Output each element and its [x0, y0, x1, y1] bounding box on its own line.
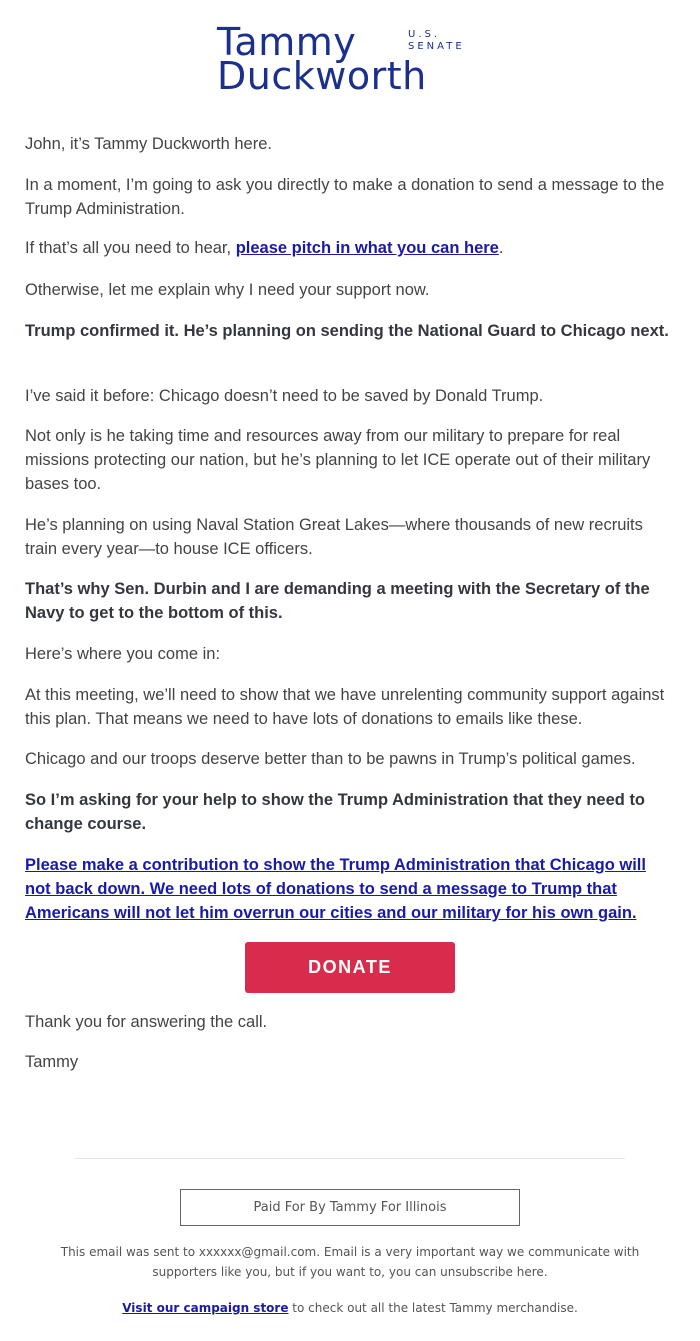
footer-store	[50, 1298, 650, 1318]
paragraph-durbin-meeting: That’s why Sen. Durbin and I are demanding a meeting with the Secretary of the Navy to get to the bottom of this.	[25, 580, 650, 622]
logo-first-name: Tammy	[217, 20, 357, 64]
logo-us: U.S.	[408, 29, 441, 40]
paragraph-community-support: At this meeting, we’ll need to show that we have unrelenting community support against this plan. That means we need to have lots of donations to emails like these.	[25, 686, 665, 728]
tammy-duckworth-logo	[0, 18, 700, 98]
paragraph-said-before: I’ve said it before: Chicago doesn’t need to be saved by Donald Trump.	[25, 387, 544, 405]
paragraph-thank-you: Thank you for answering the call.	[25, 1013, 268, 1031]
donate-button[interactable]: DONATE	[245, 942, 455, 993]
signature: Tammy	[25, 1053, 79, 1071]
campaign-store-link[interactable]: Visit our campaign store	[122, 1301, 289, 1315]
contribution-link[interactable]: Please make a contribution to show the Trump Administration that Chicago will not back down. We need lots of donations to send a message to Trump that Americans will not let him overrun our cities and our military for his own gain.	[25, 856, 646, 922]
paragraph-asking-help: So I’m asking for your help to show the Trump Administration that they need to change course.	[25, 791, 646, 833]
footer-sent-to: This email was sent to xxxxxx@gmail.com. Email is a very important way we communicate with supporters like you, but if you want to, you can unsubscribe here.	[60, 1245, 640, 1279]
paragraph-intro: In a moment, I’m going to ask you directly to make a donation to send a message to the Trump Administration.	[25, 176, 665, 218]
store-suffix: to check out all the latest Tammy merchandise.	[288, 1301, 578, 1315]
paragraph-chicago-troops: Chicago and our troops deserve better than to be pawns in Trump’s political games.	[25, 750, 636, 768]
paragraph-great-lakes: He’s planning on using Naval Station Great Lakes—where thousands of new recruits train every year—to house ICE officers.	[25, 516, 643, 558]
pitch-prefix: If that’s all you need to hear,	[25, 239, 236, 257]
pitch-in-link[interactable]: please pitch in what you can here	[235, 239, 499, 257]
logo-last-name: Duckworth	[217, 54, 427, 98]
footer-divider	[75, 1158, 625, 1159]
paragraph-military: Not only is he taking time and resources away from our military to prepare for real missions protecting our nation, but he’s planning to let ICE operate out of their military bases too.	[25, 427, 651, 493]
logo-senate: SENATE	[408, 41, 465, 52]
paragraph-where-you-come-in: Here’s where you come in:	[25, 645, 221, 663]
paragraph-pitch	[25, 236, 675, 260]
paragraph-explain: Otherwise, let me explain why I need your support now.	[25, 281, 430, 299]
paragraph-trump-confirmed: Trump confirmed it. He’s planning on sending the National Guard to Chicago next.	[25, 322, 669, 340]
paid-for-box: Paid For By Tammy For Illinois	[180, 1189, 520, 1226]
paragraph-contribution-cta	[25, 853, 675, 925]
paragraph-greeting: John, it’s Tammy Duckworth here.	[25, 135, 272, 153]
pitch-suffix: .	[498, 239, 504, 257]
